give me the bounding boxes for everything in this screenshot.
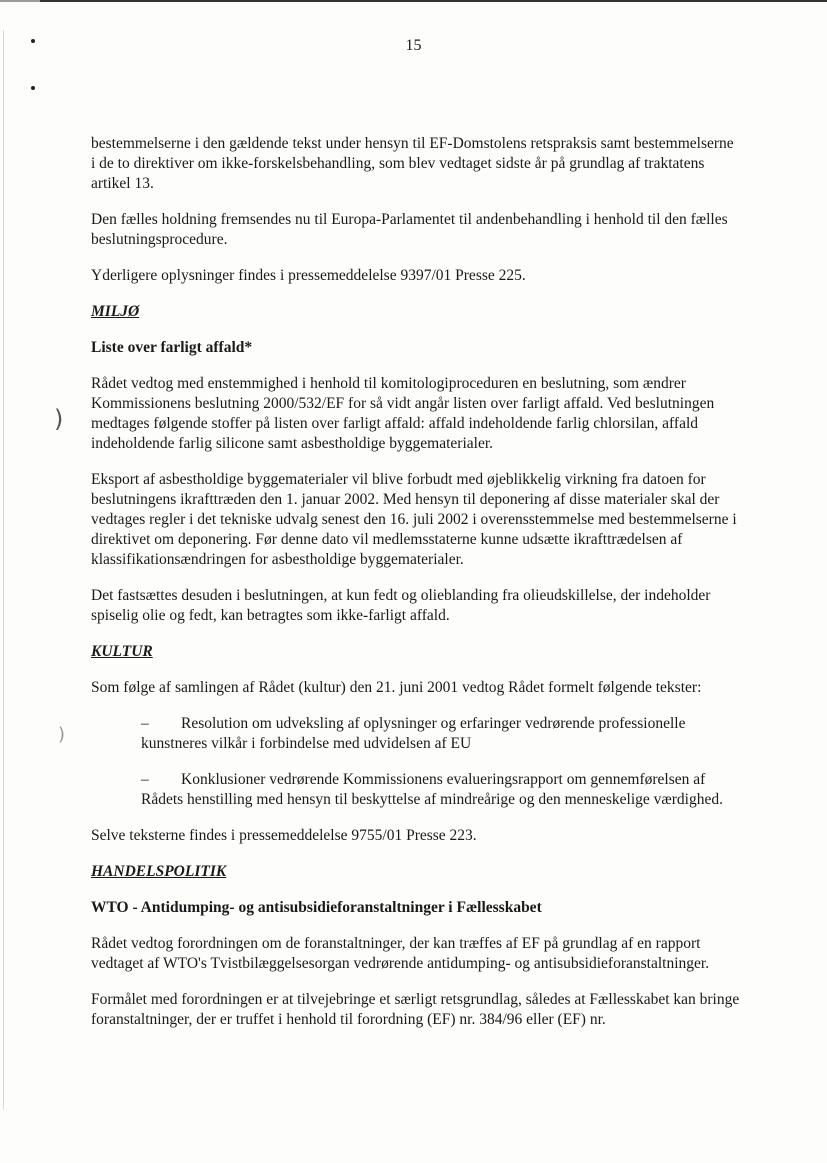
list-item-text: Resolution om udveksling af oplysninger og erfaringer vedrørende professionelle kunstneres vilkår i forbindelse med udvidelsen af EU [141,715,686,752]
intro-paragraph: Yderligere oplysninger findes i pressemeddelelse 9397/01 Presse 225. [91,267,526,284]
section-heading-handelspolitik: HANDELSPOLITIK [91,863,227,880]
section-heading-miljo: MILJØ [91,303,140,320]
section-heading-kultur: KULTUR [91,643,153,660]
intro-paragraph: Den fælles holdning fremsendes nu til Europa-Parlamentet til andenbehandling i henhold til den fælles beslutningsprocedure. [91,211,728,248]
list-dash: – [141,771,149,788]
scan-top-edge [40,0,827,2]
list-dash: – [141,715,149,732]
page-number: 15 [405,37,422,54]
punch-hole-mark: ) [54,405,64,433]
handel-paragraph: Rådet vedtog forordningen om de foranstaltninger, der kan træffes af EF på grundlag af en rapport vedtaget af WTO's Tvistbilæggelsesorgan vedrørende antidumping- og antisubsidieforanstaltninger. [91,935,710,972]
intro-paragraph: bestemmelserne i den gældende tekst under hensyn til EF-Domstolens retspraksis samt bestemmelserne i de to direktiver om ikke-forskelsbehandling, som blev vedtaget sidste år på grundlag af traktatens artikel 13. [91,135,734,192]
list-item-text: Konklusioner vedrørende Kommissionens evalueringsrapport om gennemførelsen af Rådets henstilling med hensyn til beskyttelse af mindreårige og den menneskelige værdighed. [141,771,723,808]
document-body [91,134,741,1046]
subheading-farligt-affald: Liste over farligt affald* [91,339,253,356]
kultur-paragraph: Selve teksterne findes i pressemeddelelse 9755/01 Presse 223. [91,827,477,844]
scan-speck [31,86,35,90]
miljo-paragraph: Rådet vedtog med enstemmighed i henhold til komitologiproceduren en beslutning, som ændrer Kommissionens beslutning 2000/532/EF for så vidt angår listen over farligt affald. Ved beslutningen medtages følgende stoffer på listen over farligt affald: affald indeholdende farlig chlorsilan, affald indeholdende farlig silicone samt asbestholdige byggematerialer. [91,375,715,452]
subheading-wto: WTO - Antidumping- og antisubsidieforanstaltninger i Fællesskabet [91,899,542,916]
list-item [141,770,741,810]
miljo-paragraph: Det fastsættes desuden i beslutningen, at kun fedt og olieblanding fra olieudskillelse, der indeholder spiselig olie og fedt, kan betragtes som ikke-farligt affald. [91,587,711,624]
handel-paragraph: Formålet med forordningen er at tilvejebringe et særligt retsgrundlag, således at Fællesskabet kan bringe foranstaltninger, der er truffet i henhold til forordning (EF) nr. 384/96 eller (EF) nr. [91,991,740,1028]
scan-left-edge [3,30,4,1110]
list-item [141,714,741,754]
punch-hole-mark: ) [58,724,66,745]
miljo-paragraph: Eksport af asbestholdige byggematerialer vil blive forbudt med øjeblikkelig virkning fra datoen for beslutningens ikrafttræden den 1. januar 2002. Med hensyn til deponering af disse materialer skal der vedtages regler i det tekniske udvalg senest den 16. juli 2002 i overensstemmelse med bestemmelserne i direktivet om deponering. Før denne dato vil medlemsstaterne kunne udsætte ikrafttrædelsen af klassifikationsændringen for asbestholdige byggematerialer. [91,471,737,568]
kultur-paragraph: Som følge af samlingen af Rådet (kultur) den 21. juni 2001 vedtog Rådet formelt følgende tekster: [91,679,702,696]
